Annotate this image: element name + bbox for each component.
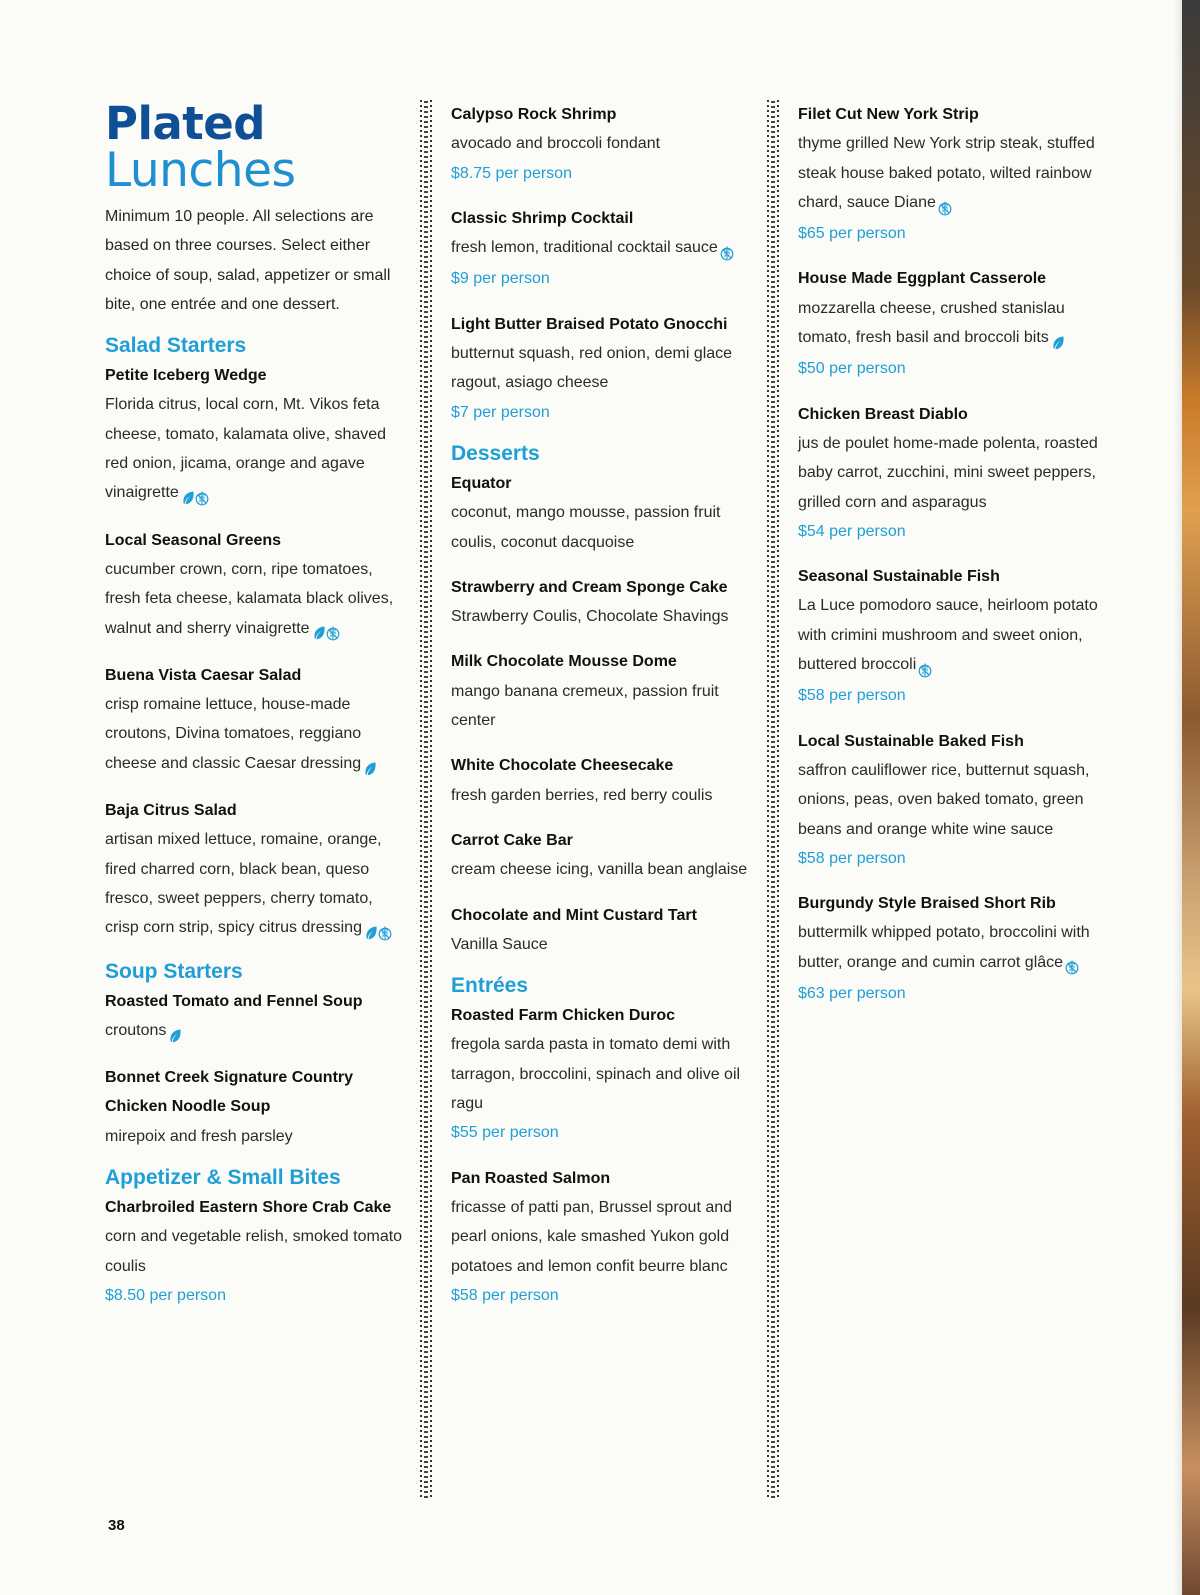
menu-item [451, 310, 751, 427]
menu-column-3 [798, 100, 1098, 1024]
menu-item [451, 469, 751, 557]
column-divider-left [420, 100, 432, 1500]
menu-item-name: Local Sustainable Baked Fish [798, 732, 1024, 750]
menu-item-description-text: fregola sarda pasta in tomato demi with tarragon, broccolini, spinach and olive oil ragu [451, 1036, 741, 1113]
menu-item-description-text: corn and vegetable relish, smoked tomato coulis [105, 1228, 403, 1275]
section-heading-salad: Salad Starters [105, 334, 247, 358]
dietary-icons [181, 480, 209, 509]
menu-item [798, 889, 1098, 1008]
menu-item-description-text: fresh lemon, traditional cocktail sauce [451, 239, 718, 257]
menu-item-description [451, 855, 751, 884]
menu-item [105, 1063, 405, 1151]
menu-item [105, 987, 405, 1048]
gluten-free-icon [326, 622, 340, 638]
menu-item-name: White Chocolate Cheesecake [451, 757, 674, 775]
menu-item-description [451, 602, 751, 631]
menu-item-description-text: Florida citrus, local corn, Mt. Vikos feta cheese, tomato, kalamata olive, shaved red onion, jicama, orange and agave vinaigrette [105, 396, 387, 502]
menu-item-description-text: Strawberry Coulis, Chocolate Shavings [451, 608, 729, 626]
menu-item [451, 1164, 751, 1310]
menu-item-name: Charbroiled Eastern Shore Crab Cake [105, 1199, 392, 1217]
menu-item-name: Local Seasonal Greens [105, 531, 282, 549]
menu-item-description-text: fresh garden berries, red berry coulis [451, 786, 713, 804]
menu-item [451, 1001, 751, 1147]
menu-item-description-text: mirepoix and fresh parsley [105, 1127, 293, 1145]
menu-item-description [798, 918, 1098, 979]
menu-column-1 [105, 97, 405, 1326]
adjacent-page-photo-edge [1182, 0, 1200, 1595]
section-heading-entrees: Entrées [451, 974, 529, 998]
menu-item [798, 100, 1098, 248]
section-heading-soup: Soup Starters [105, 959, 243, 983]
menu-item [451, 100, 751, 188]
menu-item [105, 526, 405, 645]
menu-item-name: Seasonal Sustainable Fish [798, 568, 1000, 586]
leaf-icon [1051, 332, 1065, 348]
menu-item-description [798, 294, 1098, 355]
menu-item-price: $8.75 per person [451, 164, 572, 182]
menu-item-description [451, 1030, 751, 1118]
menu-item-description [105, 555, 405, 645]
menu-item-price: $55 per person [451, 1124, 559, 1142]
menu-item [451, 573, 751, 632]
menu-item-description [451, 1193, 751, 1281]
menu-item-name: Burgundy Style Braised Short Rib [798, 895, 1056, 913]
menu-item-name: Light Butter Braised Potato Gnocchi [451, 315, 728, 333]
menu-item-name: Bonnet Creek Signature Country Chicken Noodle Soup [105, 1069, 354, 1116]
menu-item-name: Milk Chocolate Mousse Dome [451, 653, 677, 671]
leaf-icon [312, 622, 326, 638]
menu-item-description-text: cucumber crown, corn, ripe tomatoes, fresh feta cheese, kalamata black olives, walnut and sherry vinaigrette [105, 560, 394, 637]
salad-list [105, 361, 405, 944]
menu-item-description-text: cream cheese icing, vanilla bean anglaise [451, 861, 748, 879]
menu-item-description-text: buttermilk whipped potato, broccolini with butter, orange and cumin carrot glâce [798, 924, 1090, 971]
menu-item [105, 1193, 405, 1310]
menu-item-description [451, 498, 751, 557]
menu-item-name: Buena Vista Caesar Salad [105, 666, 302, 684]
dietary-icons [312, 616, 340, 645]
gluten-free-icon [938, 197, 952, 213]
menu-item-name: Filet Cut New York Strip [798, 106, 979, 123]
dietary-icons [1065, 950, 1079, 979]
menu-item-description [451, 781, 751, 810]
section-heading-appetizer: Appetizer & Small Bites [105, 1166, 341, 1190]
gluten-free-icon [378, 922, 392, 938]
menu-item-description-text: mango banana cremeux, passion fruit center [451, 682, 719, 730]
menu-item-price: $58 per person [798, 687, 906, 705]
menu-item-description-text: croutons [105, 1021, 167, 1039]
menu-item [451, 826, 751, 885]
section-heading-desserts: Desserts [451, 441, 540, 465]
gluten-free-icon [720, 242, 734, 258]
menu-item-name: Classic Shrimp Cocktail [451, 209, 634, 227]
soup-list [105, 987, 405, 1151]
menu-item-description [105, 1222, 405, 1281]
menu-item-price: $65 per person [798, 225, 906, 243]
menu-item-description [105, 390, 405, 509]
menu-column-2 [451, 100, 751, 1326]
menu-item-description [105, 1016, 405, 1047]
menu-item-description-text: fricasse of patti pan, Brussel sprout and pearl onions, kale smashed Yukon gold potatoes and lemon confit beurre blanc [451, 1198, 733, 1275]
page-edge-shadow [1174, 0, 1182, 1595]
menu-item-description-text: mozzarella cheese, crushed stanislau tomato, fresh basil and broccoli bits [798, 299, 1065, 347]
menu-item-price: $54 per person [798, 522, 906, 540]
menu-item-description [451, 930, 751, 959]
leaf-icon [364, 922, 378, 938]
dietary-icons [918, 652, 932, 681]
dietary-icons [938, 190, 952, 219]
menu-item-name: House Made Eggplant Casserole [798, 270, 1047, 288]
menu-item-description [451, 339, 751, 398]
menu-item-name: Carrot Cake Bar [451, 831, 573, 849]
menu-item-description-text: jus de poulet home-made polenta, roasted baby carrot, zucchini, mini sweet peppers, grilled corn and asparagus [798, 434, 1098, 511]
menu-item [451, 204, 751, 294]
menu-item-description [451, 677, 751, 736]
menu-item [451, 647, 751, 735]
dietary-icons [168, 1018, 182, 1047]
menu-item [451, 901, 751, 960]
menu-item-price: $7 per person [451, 403, 550, 421]
menu-item-name: Pan Roasted Salmon [451, 1169, 611, 1187]
menu-item-description [105, 825, 405, 944]
menu-item-name: Strawberry and Cream Sponge Cake [451, 578, 728, 596]
menu-item-description-text: artisan mixed lettuce, romaine, orange, fired charred corn, black bean, queso fresco, sweet peppers, cherry tomato, crisp corn strip, spicy citrus dressing [105, 831, 382, 937]
leaf-icon [168, 1025, 182, 1041]
menu-item-description-text: crisp romaine lettuce, house-made croutons, Divina tomatoes, reggiano cheese and classic Caesar dressing [105, 696, 362, 772]
menu-item-name: Petite Iceberg Wedge [105, 367, 267, 385]
menu-item-price: $9 per person [451, 270, 550, 288]
menu-item [105, 796, 405, 944]
menu-item-description-text: avocado and broccoli fondant [451, 135, 661, 153]
menu-item-description [451, 233, 751, 264]
menu-item [798, 727, 1098, 873]
menu-item [105, 361, 405, 509]
menu-item [798, 562, 1098, 710]
column-divider-right [767, 100, 779, 1500]
page-title-bold: Plated [105, 97, 266, 150]
appetizer-continued-list [451, 100, 751, 427]
menu-item-name: Roasted Tomato and Fennel Soup [105, 992, 363, 1010]
dietary-icons [720, 235, 734, 264]
menu-item [105, 661, 405, 780]
dietary-icons [364, 915, 392, 944]
menu-item-price: $63 per person [798, 985, 906, 1003]
leaf-icon [181, 487, 195, 503]
menu-item-name: Chicken Breast Diablo [798, 405, 968, 423]
menu-item-price: $50 per person [798, 360, 906, 378]
menu-item-description-text: butternut squash, red onion, demi glace ragout, asiago cheese [451, 345, 733, 392]
dietary-icons [363, 751, 377, 780]
menu-item-name: Baja Citrus Salad [105, 802, 237, 820]
menu-item-name: Calypso Rock Shrimp [451, 106, 617, 123]
menu-item [451, 751, 751, 810]
menu-item-price: $58 per person [451, 1286, 559, 1304]
gluten-free-icon [1065, 956, 1079, 972]
menu-item-name: Roasted Farm Chicken Duroc [451, 1007, 676, 1025]
menu-item-price: $58 per person [798, 849, 906, 867]
intro-text: Minimum 10 people. All selections are based on three courses. Select either choice of soup, salad, appetizer or small bite, one entrée and one dessert. [105, 208, 391, 313]
entrees-list [451, 1001, 751, 1310]
menu-item-description-text: La Luce pomodoro sauce, heirloom potato with crimini mushroom and sweet onion, buttered broccoli [798, 597, 1098, 674]
menu-item-description-text: thyme grilled New York strip steak, stuffed steak house baked potato, wilted rainbow chard, sauce Diane [798, 135, 1095, 211]
menu-item-name: Chocolate and Mint Custard Tart [451, 906, 697, 924]
menu-item-name: Equator [451, 474, 512, 492]
dietary-icons [1051, 325, 1065, 354]
menu-item-description-text: coconut, mango mousse, passion fruit coulis, coconut dacquoise [451, 504, 721, 551]
menu-item-description [798, 129, 1098, 219]
page-number: 38 [108, 1517, 125, 1534]
entrees-continued-list [798, 100, 1098, 1008]
appetizer-list [105, 1193, 405, 1310]
page-title-light: Lunches [105, 143, 296, 198]
menu-item [798, 400, 1098, 546]
gluten-free-icon [195, 487, 209, 503]
menu-item-description-text: saffron cauliflower rice, butternut squash, onions, peas, oven baked tomato, green beans and orange white wine sauce [798, 761, 1090, 838]
menu-item-description [798, 591, 1098, 681]
menu-item-price: $8.50 per person [105, 1286, 226, 1304]
menu-item-description [451, 129, 751, 158]
gluten-free-icon [918, 659, 932, 675]
leaf-icon [363, 758, 377, 774]
menu-item-description-text: Vanilla Sauce [451, 935, 548, 953]
menu-item-description [105, 690, 405, 780]
menu-item-description [105, 1122, 405, 1151]
menu-item [798, 264, 1098, 383]
menu-item-description [798, 429, 1098, 517]
desserts-list [451, 469, 751, 959]
menu-item-description [798, 756, 1098, 844]
